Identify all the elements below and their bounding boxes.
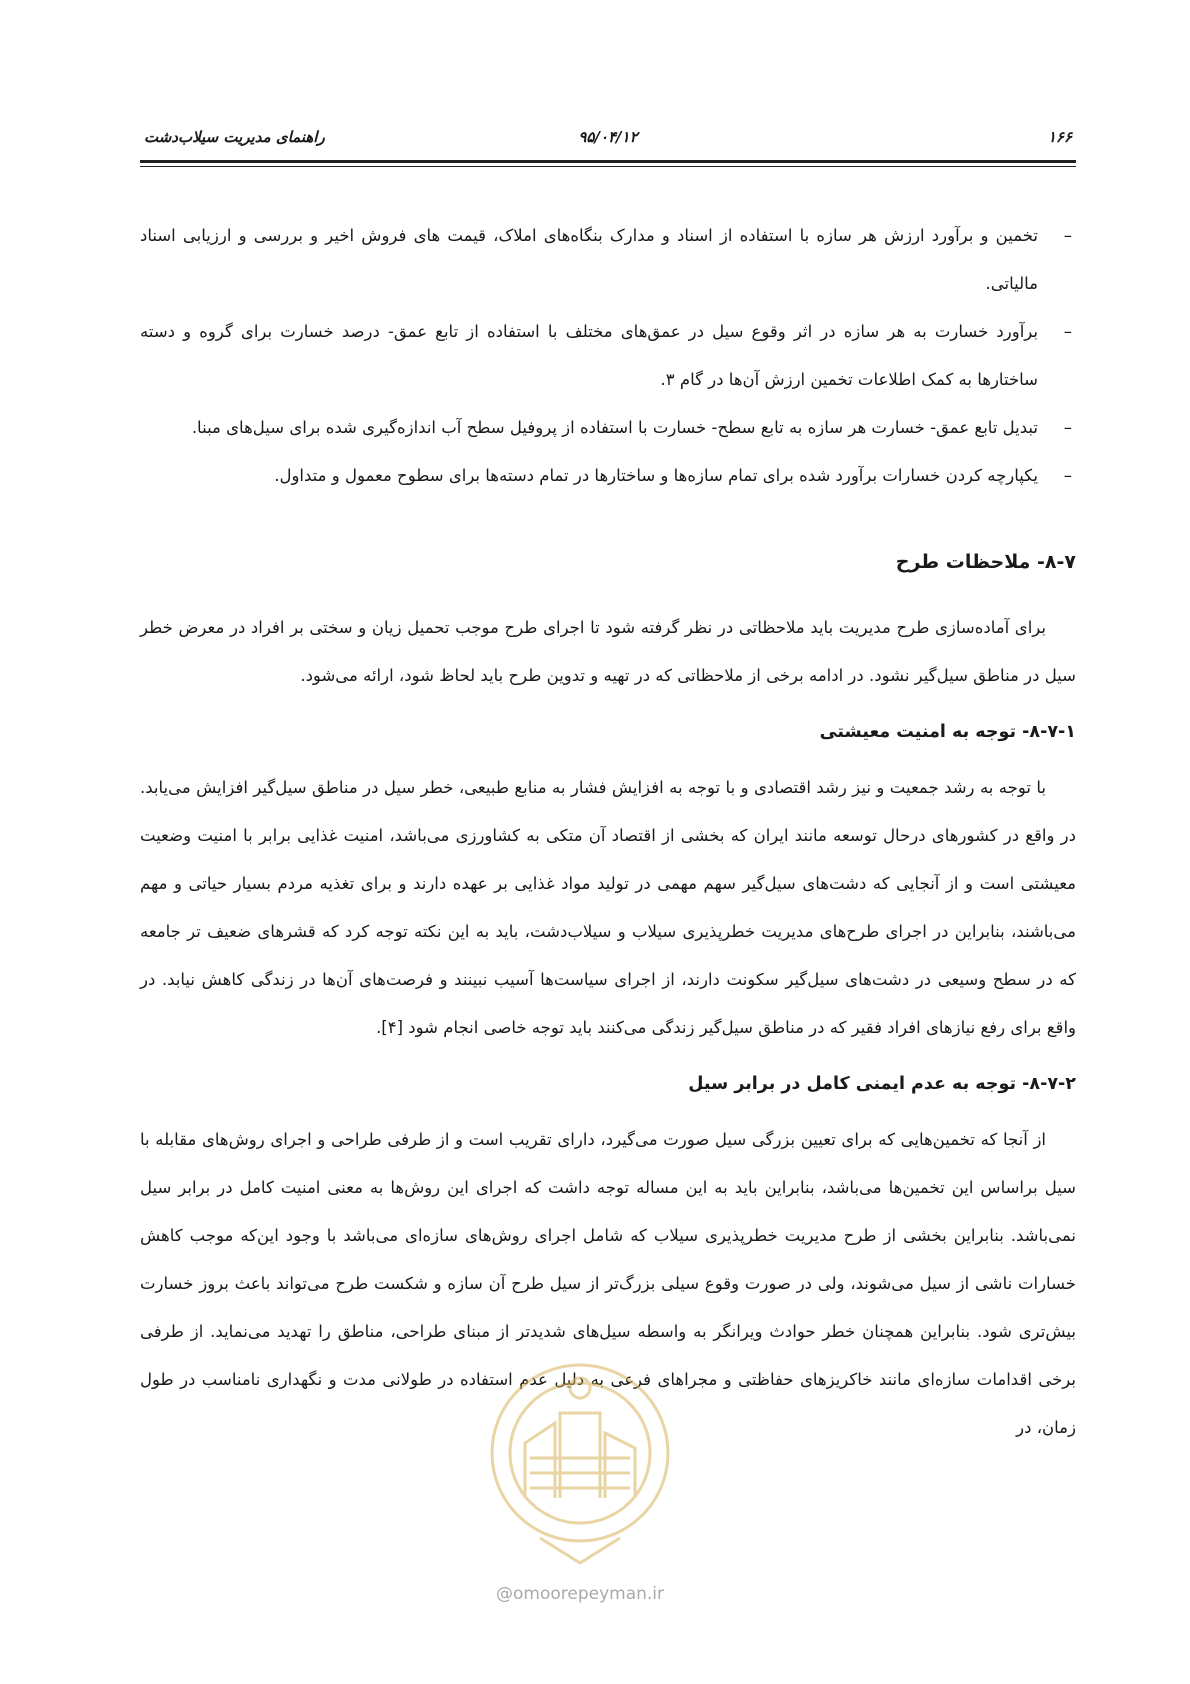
section-heading: ۸-۷- ملاحظات طرح [895,551,1076,573]
page-content [140,212,1076,1452]
subsection-heading-livelihood: ۸-۷-۱- توجه به امنیت معیشتی [819,722,1076,742]
list-item-text: یکپارچه کردن خسارات برآورد شده برای تمام سازه‌ها و ساختارها در تمام دسته‌ها برای سطوح معمول و متداول. [274,466,1038,485]
header-date: ۹۵/۰۴/۱۲ [578,128,638,146]
running-title: راهنمای مدیریت سیلاب‌دشت [144,128,325,146]
page-header [140,120,1076,163]
list-item-text: تبدیل تابع عمق- خسارت هر سازه به تابع سطح- خسارت با استفاده از پروفیل سطح آب اندازه‌گیری شده برای سیل‌های مبنا. [191,418,1038,437]
dash-marker: – [1063,418,1072,437]
dash-marker: – [1063,322,1072,341]
watermark-url: @omoorepeyman.ir [495,1584,665,1604]
list-item [140,404,1076,452]
subsection-body-flood-safety: از آنجا که تخمین‌هایی که برای تعیین بزرگی سیل صورت می‌گیرد، دارای تقریب است و از طرفی طراحی و اجرای روش‌های مقابله با سیل براساس این تخمین‌ها می‌باشد، بنابراین باید به این مساله توجه داشت که اجرای این روش‌ها به معنی امنیت کامل در برابر سیل نمی‌باشد. بنابراین بخشی از طرح مدیریت خطرپذیری سیلاب که شامل اجرای روش‌های سازه‌ای می‌باشد با وجود این‌که موجب کاهش خسارات ناشی از سیل می‌شوند، ولی در صورت وقوع سیلی بزرگ‌تر از سیل طرح آن سازه و شکست طرح می‌تواند باعث بروز خسارت بیش‌تری شود. بنابراین همچنان خطر حوادث ویرانگر به واسطه سیل‌های شدیدتر از مبنای طراحی، مناطق را تهدید می‌نماید. از طرفی برخی اقدامات سازه‌ای مانند خاکریزهای حفاظتی و مجراهای فرعی به دلیل عدم استفاده در طولانی مدت و نگهداری نامناسب در طول زمان، در [140,1130,1076,1437]
subsection-heading-flood-safety: ۸-۷-۲- توجه به عدم ایمنی کامل در برابر سیل [688,1074,1076,1094]
list-item [140,212,1076,308]
dash-marker: – [1063,226,1072,245]
page-number: ۱۶۶ [1047,128,1072,146]
subsection-body-livelihood: با توجه به رشد جمعیت و نیز رشد اقتصادی و با توجه به افزایش فشار به منابع طبیعی، خطر سیل در مناطق سیل‌گیر افزایش می‌یابد. در واقع در کشورهای درحال توسعه مانند ایران که بخشی از اقتصاد آن متکی به کشاورزی می‌باشد، امنیت غذایی برابر با امنیت وضعیت معیشتی است و از آنجایی که دشت‌های سیل‌گیر سهم مهمی در تولید مواد غذایی بر عهده دارند و برای تغذیه مردم بسیار حیاتی و مهم می‌باشند، بنابراین در اجرای طرح‌های مدیریت خطرپذیری سیلاب و سیلاب‌دشت، باید به این نکته توجه کرد که قشرهای ضعیف تر جامعه که در سطح وسیعی در دشت‌های سیل‌گیر سکونت دارند، از اجرای سیاست‌ها آسیب نبینند و فرصت‌های آن‌ها در زندگی کاهش نیابد. در واقع برای رفع نیازهای افراد فقیر که در مناطق سیل‌گیر زندگی می‌کنند باید توجه خاصی انجام شود [۴]. [140,778,1076,1037]
dash-marker: – [1063,466,1072,485]
section-intro: برای آماده‌سازی طرح مدیریت باید ملاحظاتی در نظر گرفته شود تا اجرای طرح موجب تحمیل زیان و سختی بر افراد در معرض خطر سیل در مناطق سیل‌گیر نشود. در ادامه برخی از ملاحظاتی که در تهیه و تدوین طرح باید لحاظ شود، ارائه می‌شود. [140,618,1076,685]
list-item-text: برآورد خسارت به هر سازه در اثر وقوع سیل در عمق‌های مختلف با استفاده از تابع عمق- درصد خسارت برای گروه و دسته ساختارها به کمک اطلاعات تخمین ارزش آن‌ها در گام ۳. [140,322,1038,389]
list-item [140,452,1076,500]
list-item-text: تخمین و برآورد ارزش هر سازه با استفاده از اسناد و مدارک بنگاه‌های املاک، قیمت های فروش اخیر و بررسی و ارزیابی اسناد مالیاتی. [140,226,1038,293]
list-item [140,308,1076,404]
watermark-logo-icon [470,1348,690,1598]
bullet-list [140,212,1076,500]
